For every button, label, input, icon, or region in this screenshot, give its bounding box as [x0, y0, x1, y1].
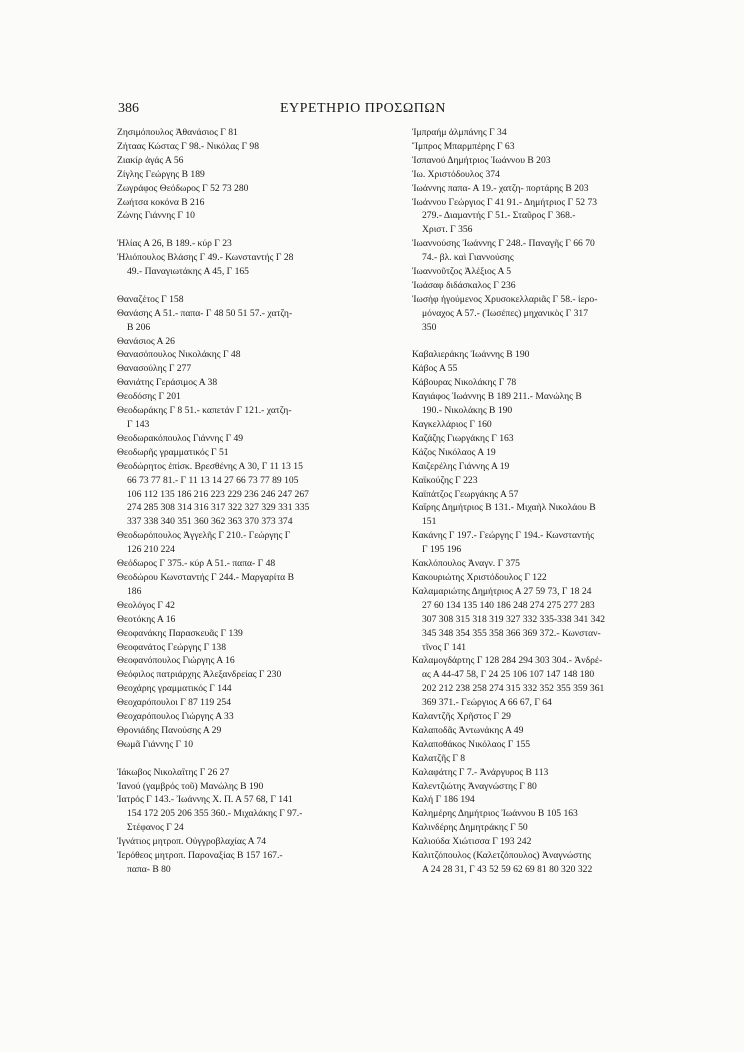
index-entry-line: Ζώνης Γιάννης Γ 10	[117, 210, 195, 222]
index-entry	[117, 835, 387, 849]
index-entry-line: Θεοχαρόπουλοι Γ 87 119 254	[117, 697, 231, 709]
index-entry-line: Καλημέρης Δημήτριος Ἰωάννου Β 105 163	[412, 808, 578, 820]
index-entry	[412, 710, 684, 724]
index-entry	[412, 460, 684, 474]
index-entry-line: Ζωγράφος Θεόδωρος Γ 52 73 280	[117, 182, 249, 194]
index-entry-line: Θεόφιλος πατριάρχης Ἀλεξανδρείας Γ 230	[117, 669, 282, 681]
index-entry	[412, 182, 684, 196]
index-entry	[117, 460, 387, 530]
index-entry	[412, 168, 684, 182]
index-entry	[412, 835, 684, 849]
index-entry-continuation: 202 212 238 258 274 315 332 352 355 359 361	[422, 683, 605, 695]
index-entry-continuation: 27 60 134 135 140 186 248 274 275 277 283	[422, 599, 595, 611]
index-entry-line: Θεοδώρητος ἐπίσκ. Βρεσθένης Α 30, Γ 11 13 15	[117, 460, 303, 472]
index-entry-continuation: Β 206	[127, 321, 151, 333]
index-entry	[117, 641, 387, 655]
index-entry	[117, 251, 387, 279]
index-entry-line: Θαναζέτος Γ 158	[117, 293, 184, 305]
index-entry-line: Καλιούδα Χιώτισσα Γ 193 242	[412, 836, 532, 848]
index-entry	[412, 501, 684, 529]
index-entry-line: Θανιάτης Γεράσιμος Α 38	[117, 377, 218, 389]
index-entry-line: Ζησιμόπουλος Ἀθανάσιος Γ 81	[117, 127, 238, 138]
index-entry-continuation: 369 371.- Γεώργιος Α 66 67, Γ 64	[422, 697, 552, 709]
index-entry-continuation: 345 348 354 355 358 366 369 372.- Κωνσταν-	[422, 627, 601, 639]
index-entry-continuation: 126 210 224	[127, 544, 175, 556]
index-entry-continuation: Χριστ. Γ 356	[422, 224, 473, 236]
index-entry	[412, 807, 684, 821]
index-entry	[412, 752, 684, 766]
index-entry-line: Θανάσιος Α 26	[117, 335, 175, 347]
index-entry-continuation: 337 338 340 351 360 362 363 370 373 374	[127, 516, 293, 528]
index-entry-line: Θεόδωρος Γ 375.- κύρ Α 51.- παπα- Γ 48	[117, 558, 276, 570]
index-entry	[412, 265, 684, 279]
index-entry-line: Ἰωάννης παπα- Α 19.- χατζη- πορτάρης Β 203	[412, 182, 589, 194]
index-entry-line: Θεολόγος Γ 42	[117, 599, 175, 611]
index-entry	[117, 154, 387, 168]
index-entry	[412, 196, 684, 238]
index-entry	[117, 613, 387, 627]
index-entry-line: Ἰάκωβος Νικολαΐτης Γ 26 27	[117, 766, 230, 778]
index-entry-line: Καλή Γ 186 194	[412, 794, 475, 806]
index-entry-continuation: 307 308 315 318 319 327 332 335-338 341 342	[422, 613, 606, 625]
index-entry-line: Καλαφάτης Γ 7.- Ἀνάργυρος Β 113	[412, 766, 549, 778]
index-entry-line: Ἰωσὴφ ἡγούμενος Χρυσοκελλαριᾶς Γ 58.- ἱερο-	[412, 293, 598, 305]
index-entry-line: Κακλόπουλος Ἀναγν. Γ 375	[412, 558, 520, 570]
index-entry-continuation: 74.- βλ. καὶ Γιαννούσης	[422, 252, 514, 264]
index-entry	[117, 140, 387, 154]
index-entry-line: Ἰωαννούσης Ἰωάννης Γ 248.- Παναγῆς Γ 66 70	[412, 238, 595, 250]
index-entry-continuation: 49.- Παναγιωτάκης Α 45, Γ 165	[127, 266, 249, 278]
index-column-right	[412, 126, 684, 877]
index-column-left	[117, 126, 387, 877]
index-entry-line: Κάβος Α 55	[412, 363, 458, 375]
index-entry-line: Καβαλιεράκης Ἰωάννης Β 190	[412, 349, 530, 361]
index-entry-continuation: 186	[127, 585, 142, 597]
index-entry-line: Θεοχάρης γραμματικός Γ 144	[117, 683, 232, 695]
index-entry	[412, 738, 684, 752]
index-entry-line: Καγκελλάριος Γ 160	[412, 419, 492, 431]
index-entry-line: Ἰσπανού Δημήτριος Ἰωάννου Β 203	[412, 154, 551, 166]
index-entry	[117, 849, 387, 877]
index-entry-line: Κάβουρας Νικολάκης Γ 78	[412, 377, 517, 389]
index-entry-line: Ἠλίας Α 26, Β 189.- κύρ Γ 23	[117, 238, 232, 250]
index-entry-line: Καλαμογδάρτης Γ 128 284 294 303 304.- Ἀνδρέ-	[412, 655, 603, 667]
index-entry	[412, 766, 684, 780]
index-entry-continuation: 350	[422, 321, 437, 333]
index-entry	[117, 237, 387, 251]
index-entry	[117, 126, 387, 140]
index-entry-line: Καλαντζῆς Χρῆστος Γ 29	[412, 711, 511, 723]
index-entry	[412, 488, 684, 502]
index-entry-continuation: μόναχος Α 57.- (Ἰωσέπες) μηχανικὸς Γ 317	[422, 307, 589, 319]
index-entry	[412, 585, 684, 655]
index-entry	[412, 154, 684, 168]
index-entry	[117, 627, 387, 641]
index-entry	[117, 654, 387, 668]
index-entry-continuation: Στέφανος Γ 24	[127, 822, 184, 834]
index-entry-line: Ἰανού (γαμβρός τοῦ) Μανώλης Β 190	[117, 780, 264, 792]
index-entry-continuation: Γ 143	[127, 419, 150, 430]
index-entry	[412, 793, 684, 807]
index-entry	[117, 696, 387, 710]
index-entry	[117, 376, 387, 390]
index-entry-continuation: ας Α 44-47 58, Γ 24 25 106 107 147 148 180	[422, 669, 595, 681]
index-entry	[117, 793, 387, 835]
index-entry	[412, 474, 684, 488]
index-entry-continuation: 274 285 308 314 316 317 322 327 329 331 335	[127, 502, 310, 514]
index-entry	[412, 780, 684, 794]
index-entry-line: Θεοδώρου Κωνσταντής Γ 244.- Μαργαρίτα Β	[117, 571, 294, 583]
index-entry-line: Θεοδωράκης Γ 8 51.- καπετάν Γ 121.- χατζη-	[117, 405, 292, 417]
section-gap	[117, 279, 387, 293]
index-entry	[412, 140, 684, 154]
index-entry-line: Ἰγνάτιος μητροπ. Οὐγγροβλαχίας Α 74	[117, 836, 267, 848]
index-entry-line: Ἰωάννου Γεώργιος Γ 41 91.- Δημήτριος Γ 52 73	[412, 196, 598, 208]
page-number: 386	[118, 101, 139, 116]
index-entry	[117, 390, 387, 404]
index-entry-line: Θωμᾶ Γιάννης Γ 10	[117, 738, 194, 750]
index-entry	[117, 362, 387, 376]
index-entry-line: Καλατζῆς Γ 8	[412, 752, 466, 764]
index-entry	[117, 182, 387, 196]
index-entry	[412, 654, 684, 710]
index-entry	[412, 432, 684, 446]
index-entry-line: Κάζος Νικόλαος Α 19	[412, 446, 496, 458]
index-entry	[117, 682, 387, 696]
index-entry-line: Καζάζης Γιωργάκης Γ 163	[412, 432, 514, 444]
index-entry-line: Καλεντζιώτης Ἀναγνώστης Γ 80	[412, 780, 537, 792]
index-entry	[412, 376, 684, 390]
index-entry	[412, 724, 684, 738]
index-entry-line: Ζίγλης Γεώργης Β 189	[117, 168, 205, 180]
index-entry-line: Θεοδόσης Γ 201	[117, 391, 181, 403]
index-entry	[117, 571, 387, 599]
index-entry	[117, 307, 387, 335]
index-entry	[412, 237, 684, 265]
index-entry	[117, 168, 387, 182]
index-entry-line: Ἰμπραήμ ἀλμπάνης Γ 34	[412, 127, 507, 138]
index-entry-line: Θανασούλης Γ 277	[117, 363, 192, 375]
index-entry	[117, 209, 387, 223]
index-entry-line: Θεοφανόπουλος Γιώργης Α 16	[117, 655, 235, 667]
index-entry-line: Καλαποδᾶς Ἀντωνάκης Α 49	[412, 724, 524, 736]
index-entry	[412, 571, 684, 585]
index-entry-line: Ἰω. Χριστόδουλος 374	[412, 168, 500, 180]
index-entry-continuation: Α 24 28 31, Γ 43 52 59 62 69 81 80 320 322	[422, 864, 593, 876]
index-entry-line: Θεοδωρακόπουλος Γιάννης Γ 49	[117, 432, 244, 444]
section-gap	[117, 752, 387, 766]
index-entry	[412, 557, 684, 571]
index-entry-line: Καγιάφος Ἰωάννης Β 189 211.- Μανώλης Β	[412, 391, 582, 403]
index-entry-continuation: παπα- Β 80	[127, 863, 171, 875]
index-entry-continuation: τῖνος Γ 141	[422, 641, 467, 653]
index-entry-line: Ζωήτσα κοκόνα Β 216	[117, 196, 205, 208]
index-entry-line: Ἰατρός Γ 143.- Ἰωάννης Χ. Π. Α 57 68, Γ 141	[117, 794, 293, 806]
index-entry-continuation: 151	[422, 516, 437, 528]
index-entry-line: Θεοδωρόπουλος Ἀγγελῆς Γ 210.- Γεώργης Γ	[117, 530, 291, 542]
index-entry-continuation: 279.- Διαμαντής Γ 51.- Σταῦρος Γ 368.-	[422, 210, 576, 222]
index-entry-line: Θεοχαρόπουλος Γιώργης Α 33	[117, 711, 234, 723]
index-entry-line: Καλαμαριώτης Δημήτριος Α 27 59 73, Γ 18 24	[412, 585, 592, 597]
index-entry	[412, 849, 684, 877]
index-entry	[117, 766, 387, 780]
index-entry-line: Θανασόπουλος Νικολάκης Γ 48	[117, 349, 241, 361]
index-entry-line: Θρονιάδης Πανούσης Α 29	[117, 724, 222, 736]
index-entry	[117, 738, 387, 752]
index-entry-line: Ἴμπρος Μπαρμπέρης Γ 63	[412, 140, 515, 152]
index-entry-line: Θανάσης Α 51.- παπα- Γ 48 50 51 57.- χατζη-	[117, 307, 293, 319]
index-entry-line: Καλινδέρης Δημητράκης Γ 50	[412, 822, 528, 834]
index-entry-continuation: 66 73 77 81.- Γ 11 13 14 27 66 73 77 89 105	[127, 474, 299, 486]
index-entry	[412, 293, 684, 335]
index-entry	[412, 279, 684, 293]
index-entry	[117, 529, 387, 557]
index-entry	[117, 780, 387, 794]
section-gap	[412, 335, 684, 349]
index-entry	[412, 446, 684, 460]
index-entry-line: Ἰωάσαφ διδάσκαλος Γ 236	[412, 279, 516, 291]
index-entry	[412, 126, 684, 140]
index-entry	[117, 724, 387, 738]
index-entry-line: Κακάνης Γ 197.- Γεώργης Γ 194.- Κωνσταντής	[412, 530, 594, 542]
index-entry-line: Καϊκούζης Γ 223	[412, 474, 478, 486]
index-entry	[117, 404, 387, 432]
index-entry-continuation: 106 112 135 186 216 223 229 236 246 247 267	[127, 488, 309, 500]
index-entry-line: Ἱερόθεος μητροπ. Παροναξίας Β 157 167.-	[117, 850, 283, 862]
index-entry	[117, 348, 387, 362]
index-entry-continuation: Γ 195 196	[422, 544, 462, 556]
index-entry-line: Ζήταας Κώστας Γ 98.- Νικόλας Γ 98	[117, 140, 259, 152]
index-entry-line: Κακουριώτης Χριστόδουλος Γ 122	[412, 571, 547, 583]
page-title: ΕΥΡΕΤΗΡΙΟ ΠΡΟΣΩΠΩΝ	[280, 101, 446, 116]
index-entry	[117, 710, 387, 724]
index-entry-line: Θεοφανάτος Γεώργης Γ 138	[117, 641, 226, 653]
index-entry	[412, 529, 684, 557]
section-gap	[117, 223, 387, 237]
index-entry-line: Ζιακίρ ἀγάς Α 56	[117, 154, 184, 166]
index-entry-line: Θεοτόκης Α 16	[117, 613, 176, 625]
index-entry	[412, 362, 684, 376]
index-entry-line: Θεοδωρῆς γραμματικός Γ 51	[117, 446, 229, 458]
index-entry	[412, 821, 684, 835]
index-entry	[117, 557, 387, 571]
index-entry-line: Θεοφανάκης Παρασκευᾶς Γ 139	[117, 627, 243, 639]
index-entry	[117, 668, 387, 682]
index-entry-continuation: 190.- Νικολάκης Β 190	[422, 405, 513, 417]
index-entry-line: Ἠλιόπουλος Βλάσης Γ 49.- Κωνσταντής Γ 28	[117, 252, 294, 264]
index-entry	[412, 348, 684, 362]
index-entry-line: Καιζερέλης Γιάννης Α 19	[412, 460, 510, 472]
index-entry-line: Καϊπάτζος Γεωργάκης Α 57	[412, 488, 519, 500]
index-entry	[117, 196, 387, 210]
index-entry	[117, 335, 387, 349]
index-entry-line: Καΐρης Δημήτριος Β 131.- Μιχαὴλ Νικολάου Β	[412, 502, 596, 514]
index-entry	[117, 446, 387, 460]
index-entry-line: Ἰωαννοῦτζος Ἀλέξιος Α 5	[412, 266, 512, 278]
index-entry	[117, 599, 387, 613]
index-entry	[412, 418, 684, 432]
index-entry	[117, 432, 387, 446]
index-entry-continuation: 154 172 205 206 355 360.- Μιχαλάκης Γ 97.-	[127, 808, 303, 820]
index-entry	[117, 293, 387, 307]
index-entry-line: Καλιτζόπουλος (Καλετζόπουλος) Ἀναγνώστης	[412, 850, 592, 862]
index-entry-line: Καλαποθάκος Νικόλαος Γ 155	[412, 738, 531, 750]
index-entry	[412, 390, 684, 418]
